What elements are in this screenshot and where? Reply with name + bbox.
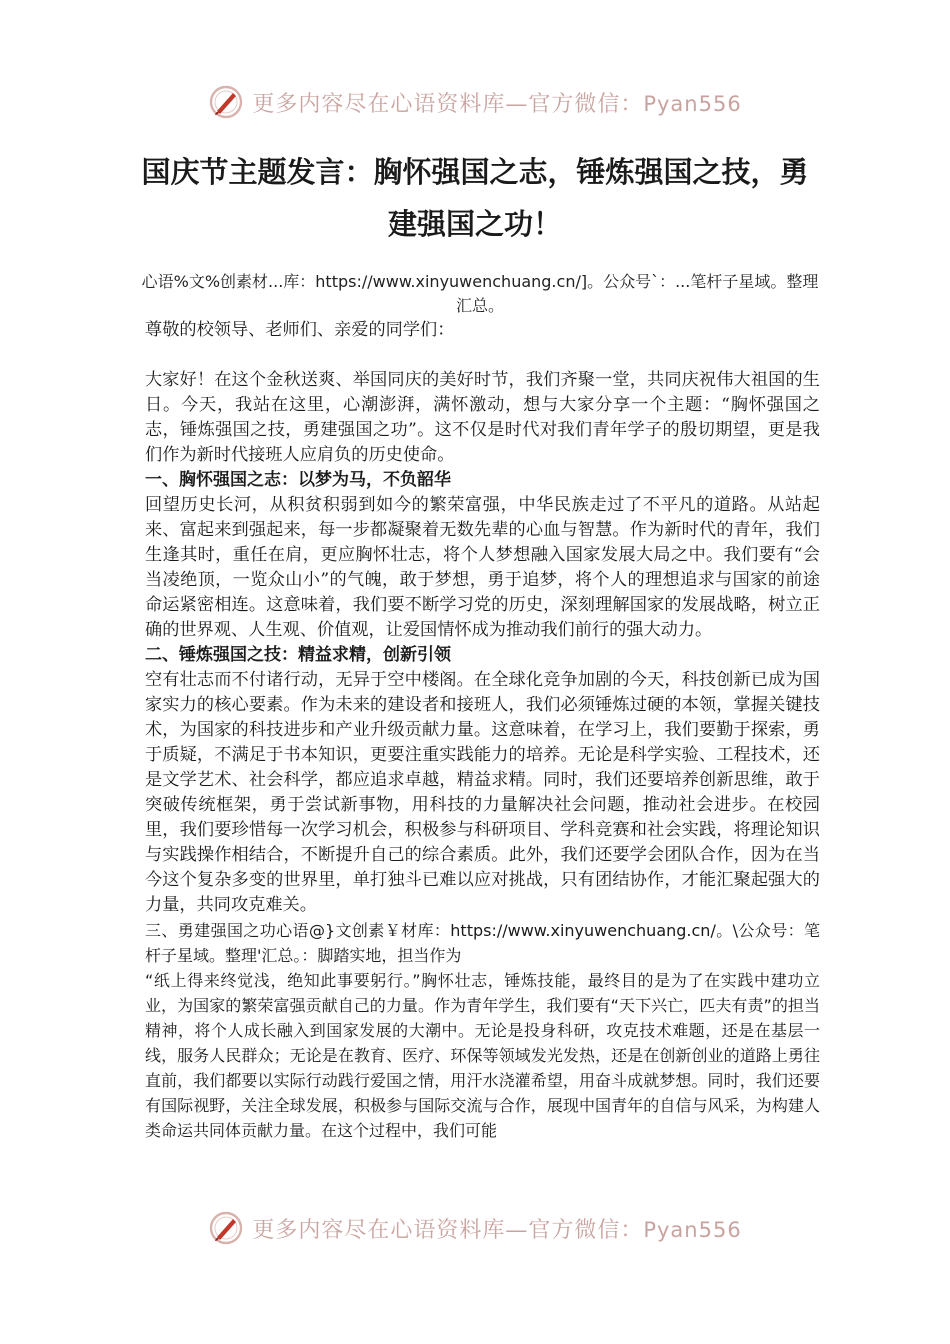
header-banner[interactable] (0, 80, 950, 124)
document-body (145, 318, 820, 1143)
banner-text: 更多内容尽在心语资料库—官方微信： (252, 91, 644, 117)
wechat-id: Pyan556 (643, 1217, 742, 1242)
brush-logo-icon (208, 1210, 244, 1246)
salutation: 尊敬的校领导、老师们、亲爱的同学们： (145, 320, 455, 340)
section-3-heading: 三、勇建强国之功心语@}文创素￥材库：https://www.xinyuwenchuang.cn/。\公众号：笔杆子星域。整理'汇总。：脚踏实地，担当作为 (145, 921, 820, 965)
section-3-paragraph: “纸上得来终觉浅，绝知此事要躬行。”胸怀壮志，锤炼技能，最终目的是为了在实践中建功立业，为国家的繁荣富强贡献自己的力量。作为青年学生，我们要有“天下兴亡，匹夫有责”的担当精神，将个人成长融入到国家发展的大潮中。无论是投身科研，攻克技术难题，还是在基层一线，服务人民群众；无论是在教育、医疗、环保等领域发光发热，还是在创新创业的道路上勇往直前，我们都要以实际行动践行爱国之情，用汗水浇灌希望，用奋斗成就梦想。同时，我们还要有国际视野，关注全球发展，积极参与国际交流与合作，展现中国青年的自信与风采，为构建人类命运共同体贡献力量。在这个过程中，我们可能 (145, 971, 820, 1140)
footer-banner[interactable] (0, 1206, 950, 1250)
source-note: 心语%文%创素材...库：https://www.xinyuwenchuang.cn/]。公众号`：...笔杆子星域。整理汇总。 (141, 272, 819, 315)
wechat-id: Pyan556 (643, 91, 742, 116)
section-2-heading: 二、锤炼强国之技：精益求精，创新引领 (145, 645, 451, 665)
section-2-paragraph: 空有壮志而不付诸行动，无异于空中楼阁。在全球化竞争加剧的今天，科技创新已成为国家实力的核心要素。作为未来的建设者和接班人，我们必须锤炼过硬的本领，掌握关键技术，为国家的科技进步和产业升级贡献力量。这意味着，在学习上，我们要勤于探索，勇于质疑，不满足于书本知识，更要注重实践能力的培养。无论是科学实验、工程技术，还是文学艺术、社会科学，都应追求卓越，精益求精。同时，我们还要培养创新思维，敢于突破传统框架，勇于尝试新事物，用科技的力量解决社会问题，推动社会进步。在校园里，我们要珍惜每一次学习机会，积极参与科研项目、学科竞赛和社会实践，将理论知识与实践操作相结合，不断提升自己的综合素质。此外，我们还要学会团队合作，因为在当今这个复杂多变的世界里，单打独斗已难以应对挑战，只有团结协作，才能汇聚起强大的力量，共同攻克难关。 (145, 670, 820, 915)
brush-logo-icon (208, 84, 244, 120)
intro-paragraph: 大家好！在这个金秋送爽、举国同庆的美好时节，我们齐聚一堂，共同庆祝伟大祖国的生日。今天，我站在这里，心潮澎湃，满怀激动，想与大家分享一个主题：“胸怀强国之志，锤炼强国之技，勇建强国之功”。这不仅是时代对我们青年学子的殷切期望，更是我们作为新时代接班人应肩负的历史使命。 (145, 370, 820, 465)
section-1-paragraph: 回望历史长河，从积贫积弱到如今的繁荣富强，中华民族走过了不平凡的道路。从站起来、富起来到强起来，每一步都凝聚着无数先辈的心血与智慧。作为新时代的青年，我们生逢其时，重任在肩，更应胸怀壮志，将个人梦想融入国家发展大局之中。我们要有“会当凌绝顶，一览众山小”的气魄，敢于梦想，勇于追梦，将个人的理想追求与国家的前途命运紧密相连。这意味着，我们要不断学习党的历史，深刻理解国家的发展战略，树立正确的世界观、人生观、价值观，让爱国情怀成为推动我们前行的强大动力。 (145, 495, 820, 640)
document-title: 国庆节主题发言：胸怀强国之志，锤炼强国之技，勇建强国之功！ (141, 155, 809, 241)
paragraph-gap (145, 343, 820, 368)
banner-text: 更多内容尽在心语资料库—官方微信： (252, 1217, 644, 1243)
section-1-heading: 一、胸怀强国之志：以梦为马，不负韶华 (145, 470, 451, 490)
